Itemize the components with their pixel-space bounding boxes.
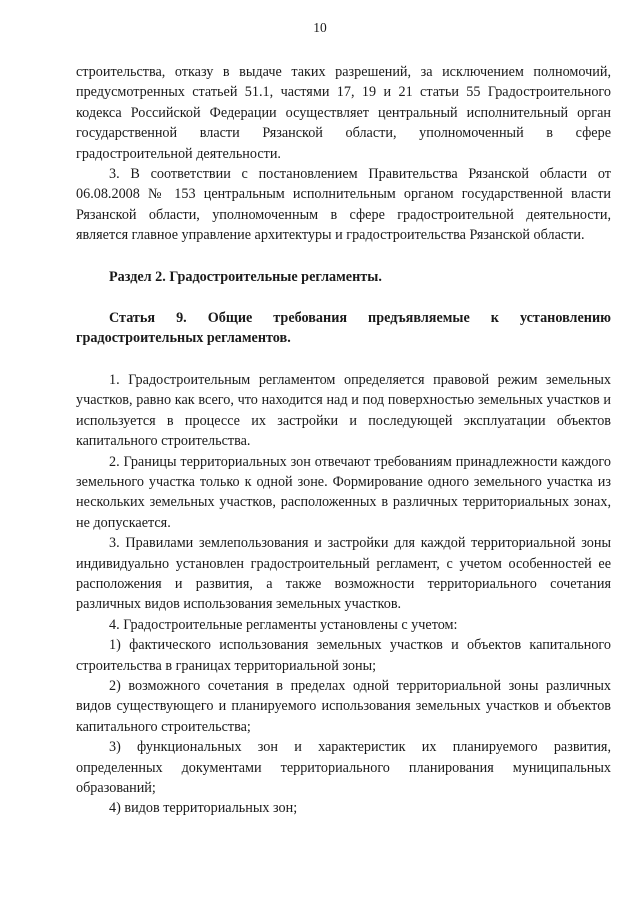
paragraph: 1. Градостроительным регламентом определяется правовой режим земельных участков, равно как всего, что находится над и под поверхностью земельных участков и используется в процессе их застройки и последующей эксплуатации объектов капитального строительства.: [76, 371, 611, 450]
paragraph: 3. В соответствии с постановлением Правительства Рязанской области от 06.08.2008 № 153 центральным исполнительным органом государственной власти Рязанской области, уполномоченным в сфере градостроительной деятельности, является главное управление архитектуры и градостроительства Рязанской области.: [76, 166, 611, 244]
list-item: 3) функциональных зон и характеристик их планируемого развития, определенных документами территориального планирования муниципальных образований;: [76, 739, 611, 796]
document-body: [76, 62, 611, 819]
list-item: 4) видов территориальных зон;: [109, 800, 298, 817]
spacer: [76, 246, 611, 267]
section-heading: Раздел 2. Градостроительные регламенты.: [109, 268, 382, 285]
spacer: [76, 287, 611, 308]
paragraph: 2. Границы территориальных зон отвечают требованиям принадлежности каждого земельного участка только к одной зоне. Формирование одного земельного участка из нескольких земельных участков, расположенных в различных территориальных зонах, не допускается.: [76, 453, 611, 531]
list-item: 1) фактического использования земельных участков и объектов капитального строительства в границах территориальной зоны;: [76, 637, 611, 674]
paragraph-continuation: строительства, отказу в выдаче таких разрешений, за исключением полномочий, предусмотренных статьей 51.1, частями 17, 19 и 21 статьи 55 Градостроительного кодекса Российской Федерации осуществляет центральный исполнительный орган государственной власти Рязанской области, уполномоченный в сфере градостроительной деятельности.: [76, 64, 611, 162]
article-heading: Статья 9. Общие требования предъявляемые к установлению градостроительных регламентов.: [76, 310, 611, 347]
paragraph: 3. Правилами землепользования и застройки для каждой территориальной зоны индивидуально установлен градостроительный регламент, с учетом особенностей ее расположения и развития, а также возможности территориального сочетания различных видов использования земельных участков.: [76, 535, 611, 613]
paragraph: 4. Градостроительные регламенты установлены с учетом:: [109, 616, 458, 633]
list-item: 2) возможного сочетания в пределах одной территориальной зоны различных видов существующего и планируемого использования земельных участков и объектов капитального строительства;: [76, 677, 611, 735]
spacer: [76, 349, 611, 370]
page-number: 10: [313, 20, 327, 35]
